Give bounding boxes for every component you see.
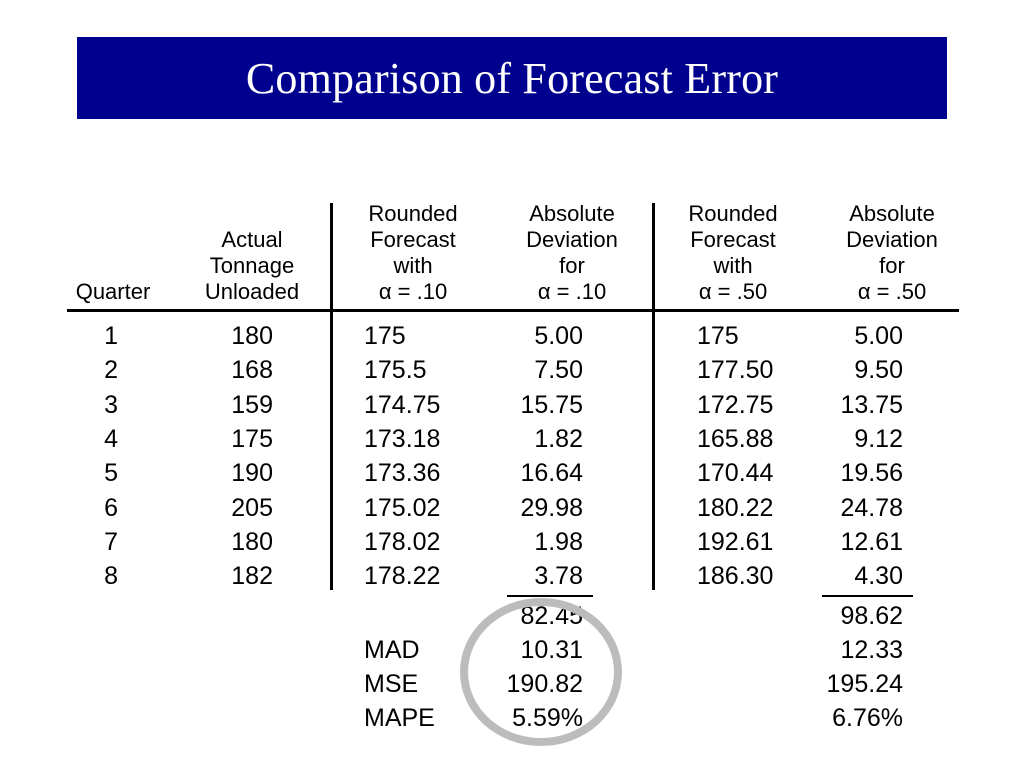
cell-absdev-50: 24.78 xyxy=(840,493,903,522)
summary-label: MAPE xyxy=(364,704,435,732)
cell-absdev-10: 29.98 xyxy=(520,493,583,522)
summary-label: MAD xyxy=(364,636,420,664)
header-forecast-50-line: α = .50 xyxy=(698,279,768,304)
header-absdev-50-line: Deviation xyxy=(846,227,938,252)
summary-absdev-10: 190.82 xyxy=(506,670,583,698)
header-forecast-50-line: Forecast xyxy=(690,227,776,252)
cell-forecast-10: 173.36 xyxy=(364,459,441,488)
cell-forecast-10: 175.02 xyxy=(364,493,441,522)
cell-quarter: 4 xyxy=(104,424,118,453)
header-absdev-10-line: α = .10 xyxy=(537,279,607,304)
cell-absdev-10: 16.64 xyxy=(520,459,583,488)
header-forecast-10-line: with xyxy=(393,253,433,278)
cell-forecast-50: 186.30 xyxy=(697,562,774,591)
cell-forecast-50: 165.88 xyxy=(697,424,774,453)
header-absdev-10-line: Absolute xyxy=(529,201,615,226)
cell-absdev-10: 1.82 xyxy=(534,424,583,453)
cell-absdev-50: 19.56 xyxy=(840,459,903,488)
header-forecast-10-line: Forecast xyxy=(370,227,456,252)
summary-absdev-50: 6.76% xyxy=(832,704,903,732)
cell-absdev-50: 13.75 xyxy=(840,390,903,419)
cell-forecast-50: 172.75 xyxy=(697,390,774,419)
cell-absdev-10: 15.75 xyxy=(520,390,583,419)
cell-quarter: 6 xyxy=(104,493,118,522)
vertical-divider-right xyxy=(652,203,655,590)
header-absdev-10-line: for xyxy=(559,253,585,278)
summary-absdev-50: 12.33 xyxy=(840,636,903,664)
cell-forecast-10: 178.02 xyxy=(364,527,441,556)
header-quarter-line: Quarter xyxy=(75,279,151,304)
title-banner xyxy=(77,37,947,119)
header-absdev-50-line: α = .50 xyxy=(857,279,927,304)
cell-quarter: 3 xyxy=(104,390,118,419)
cell-forecast-50: 170.44 xyxy=(697,459,774,488)
cell-actual: 190 xyxy=(231,459,273,488)
cell-forecast-10: 175 xyxy=(364,322,406,350)
cell-quarter: 5 xyxy=(104,459,118,488)
cell-forecast-10: 175.5 xyxy=(364,356,427,385)
cell-forecast-10: 174.75 xyxy=(364,390,441,419)
cell-absdev-10: 1.98 xyxy=(534,527,583,556)
cell-forecast-10: 173.18 xyxy=(364,424,441,453)
highlight-circle xyxy=(460,598,622,746)
header-absdev-50-line: for xyxy=(879,253,905,278)
header-actual-line: Tonnage xyxy=(209,253,295,278)
sum-rule-alpha50 xyxy=(822,595,913,597)
header-absdev-50-line: Absolute xyxy=(849,201,935,226)
page-title: Comparison of Forecast Error xyxy=(245,53,779,103)
total-absdev-50: 98.62 xyxy=(840,602,903,630)
summary-absdev-50: 195.24 xyxy=(826,670,903,698)
summary-absdev-10: 10.31 xyxy=(520,636,583,664)
header-rule xyxy=(67,309,959,312)
total-absdev-10: 82.45 xyxy=(520,602,583,630)
cell-quarter: 1 xyxy=(104,322,118,350)
header-forecast-10-line: Rounded xyxy=(368,201,458,226)
vertical-divider-left xyxy=(330,203,333,590)
header-forecast-10-line: α = .10 xyxy=(378,279,448,304)
cell-forecast-10: 178.22 xyxy=(364,562,441,591)
cell-absdev-50: 5.00 xyxy=(854,322,903,350)
cell-actual: 175 xyxy=(231,424,273,453)
cell-absdev-50: 9.12 xyxy=(854,424,903,453)
cell-forecast-50: 192.61 xyxy=(697,527,774,556)
cell-quarter: 7 xyxy=(104,527,118,556)
cell-absdev-50: 9.50 xyxy=(854,356,903,385)
cell-absdev-50: 4.30 xyxy=(854,562,903,591)
cell-quarter: 2 xyxy=(104,356,118,385)
cell-forecast-50: 175 xyxy=(697,322,739,350)
cell-forecast-50: 180.22 xyxy=(697,493,774,522)
cell-quarter: 8 xyxy=(104,562,118,591)
summary-label: MSE xyxy=(364,670,419,698)
cell-actual: 159 xyxy=(231,390,273,419)
cell-actual: 180 xyxy=(231,527,273,556)
header-absdev-10-line: Deviation xyxy=(526,227,618,252)
summary-absdev-10: 5.59% xyxy=(512,704,583,732)
cell-actual: 180 xyxy=(231,322,273,350)
cell-actual: 205 xyxy=(231,493,273,522)
cell-absdev-10: 7.50 xyxy=(534,356,583,385)
cell-absdev-10: 5.00 xyxy=(534,322,583,350)
sum-rule-alpha10 xyxy=(507,595,593,597)
header-actual-line: Actual xyxy=(221,227,283,252)
header-forecast-50-line: Rounded xyxy=(688,201,778,226)
cell-absdev-10: 3.78 xyxy=(534,562,583,591)
cell-absdev-50: 12.61 xyxy=(840,527,903,556)
header-actual-line: Unloaded xyxy=(204,279,300,304)
cell-forecast-50: 177.50 xyxy=(697,356,774,385)
cell-actual: 168 xyxy=(231,356,273,385)
cell-actual: 182 xyxy=(231,562,273,591)
header-forecast-50-line: with xyxy=(713,253,753,278)
